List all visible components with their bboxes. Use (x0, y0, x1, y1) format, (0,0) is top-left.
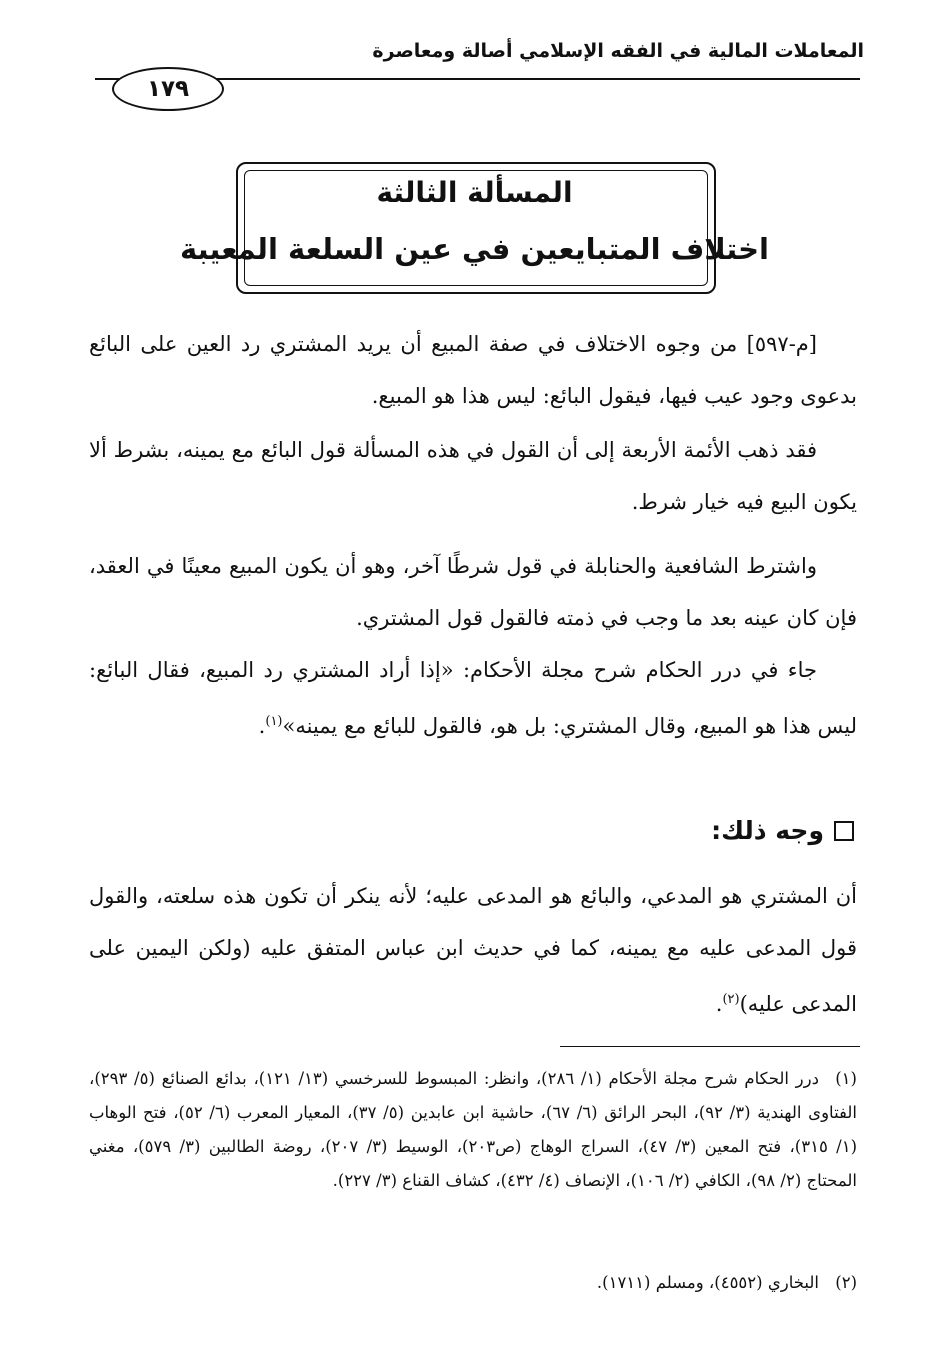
footnote-1 (89, 1062, 857, 1198)
footnote-2-text: البخاري (٤٥٥٢)، ومسلم (١٧١١). (596, 1273, 819, 1292)
paragraph-2 (89, 424, 857, 528)
square-bullet-icon (834, 821, 854, 841)
page-number-badge: ١٧٩ (112, 67, 224, 111)
paragraph-4-text: جاء في درر الحكام شرح مجلة الأحكام: «إذا أراد المشتري رد المبيع، فقال البائع: ليس هذا هو المبيع، وقال المشتري: بل هو، فالقول للبائع مع يمينه» (89, 658, 857, 738)
footnote-1-number: (١) (835, 1069, 857, 1088)
chapter-subtitle: اختلاف المتبايعين في عين السلعة المعيبة (179, 232, 769, 266)
paragraph-2-text: فقد ذهب الأئمة الأربعة إلى أن القول في هذه المسألة قول البائع مع يمينه، بشرط ألا يكون البيع فيه خيار شرط. (89, 438, 857, 514)
footnote-2-number: (٢) (835, 1273, 857, 1292)
footnote-1-text: درر الحكام شرح مجلة الأحكام (١/ ٢٨٦)، وانظر: المبسوط للسرخسي (١٣/ ١٢١)، بدائع الصنائع (٥/ ٢٩٣)، الفتاوى الهندية (٣/ ٩٢)، البحر الرائق (٦/ ٦٧)، حاشية ابن عابدين (٥/ ٣٧)، المعيار المعرب (٦/ ٥٢)، فتح الوهاب (١/ ٣١٥)، فتح المعين (٣/ ٤٧)، السراج الوهاج (ص٢٠٣)، الوسيط (٣/ ٢٠٧)، روضة الطالبين (٣/ ٥٧٩)، مغني المحتاج (٢/ ٩٨)، الكافي (٢/ ١٠٦)، الإنصاف (٤/ ٤٣٢)، كشاف القناع (٣/ ٢٢٧). (89, 1069, 858, 1190)
chapter-title: المسألة الثالثة (376, 176, 573, 209)
paragraph-4-end: . (258, 714, 266, 738)
section-heading (711, 816, 854, 845)
footnote-ref-2[interactable]: (٢) (722, 992, 740, 1007)
running-title: المعاملات المالية في الفقه الإسلامي أصالة ومعاصرة (372, 40, 864, 62)
footnote-2 (89, 1266, 857, 1300)
paragraph-5-text: أن المشتري هو المدعي، والبائع هو المدعى عليه؛ لأنه ينكر أن تكون هذه سلعته، والقول قول المدعى عليه مع يمينه، كما في حديث ابن عباس المتفق عليه (ولكن اليمين على المدعى عليه) (89, 884, 857, 1016)
paragraph-5-end: . (715, 992, 723, 1016)
paragraph-1 (89, 318, 857, 422)
paragraph-1-text: [م-٥٩٧] من وجوه الاختلاف في صفة المبيع أن يريد المشتري رد العين على البائع بدعوى وجود عيب فيها، فيقول البائع: ليس هذا هو المبيع. (89, 332, 857, 408)
footnote-ref-1[interactable]: (١) (265, 714, 283, 729)
paragraph-3-text: واشترط الشافعية والحنابلة في قول شرطًا آخر، وهو أن يكون المبيع معينًا في العقد، فإن كان عينه بعد ما وجب في ذمته فالقول قول المشتري. (89, 554, 857, 630)
paragraph-5 (89, 870, 857, 1030)
paragraph-4 (89, 644, 857, 752)
footnote-separator (560, 1046, 860, 1047)
paragraph-3 (89, 540, 857, 644)
section-heading-text: وجه ذلك: (711, 816, 824, 845)
